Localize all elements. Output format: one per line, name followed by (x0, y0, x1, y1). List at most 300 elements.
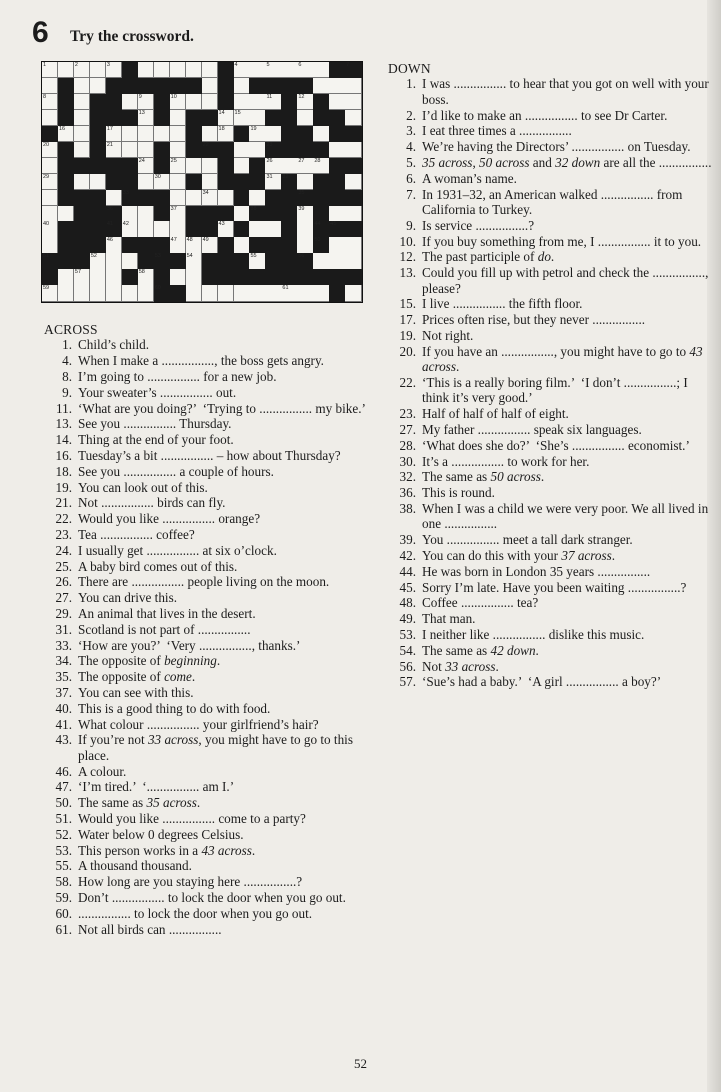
clue-number: 5. (406, 155, 416, 170)
grid-cell[interactable] (218, 126, 234, 142)
clue-number: 2. (406, 107, 416, 123)
grid-cell[interactable] (170, 237, 186, 253)
clue-number: 45. (399, 579, 416, 595)
grid-cell[interactable] (42, 110, 58, 126)
clue-text: Coffee ................ tea? (422, 595, 539, 611)
grid-cell[interactable] (74, 126, 90, 142)
grid-cell[interactable] (329, 94, 345, 110)
grid-cell[interactable] (122, 253, 138, 269)
grid-cell[interactable] (122, 126, 138, 142)
grid-cell[interactable] (186, 190, 202, 206)
grid-cell[interactable] (249, 253, 265, 269)
grid-cell[interactable] (42, 62, 58, 78)
clue-text: When I make a ................, the boss gets angry. (78, 353, 324, 369)
grid-cell[interactable] (90, 285, 106, 301)
grid-cell[interactable] (345, 110, 361, 126)
across-clue (44, 732, 369, 763)
grid-cell-black (90, 190, 106, 206)
clue-number: 49. (399, 611, 416, 627)
grid-cell[interactable] (154, 174, 170, 190)
across-clue (44, 337, 369, 352)
grid-cell[interactable] (186, 158, 202, 174)
cell-number: 39 (298, 205, 305, 212)
grid-cell-black (202, 269, 218, 285)
down-clue (388, 108, 713, 123)
clue-text: It’s a ................ to work for her. (422, 453, 590, 469)
clue-number: 4. (406, 139, 416, 155)
grid-cell[interactable] (329, 142, 345, 158)
clue-number: 53. (399, 626, 416, 642)
across-clue (44, 416, 369, 431)
clue-number: 50. (55, 795, 72, 811)
across-clue (44, 606, 369, 621)
grid-cell-black (106, 174, 122, 190)
grid-cell-black (90, 110, 106, 126)
clue-number: 1. (406, 76, 416, 92)
clue-text: Would you like ................ orange? (78, 511, 261, 527)
grid-cell-black (186, 206, 202, 222)
grid-cell[interactable] (202, 190, 218, 206)
cell-number: 26 (266, 157, 273, 164)
grid-cell[interactable] (345, 94, 361, 110)
grid-cell[interactable] (138, 206, 154, 222)
cell-number: 16 (58, 125, 66, 132)
grid-cell[interactable] (202, 237, 218, 253)
clue-text: Not right. (422, 327, 474, 343)
down-clue (388, 485, 713, 500)
grid-cell[interactable] (106, 142, 122, 158)
grid-cell[interactable] (74, 94, 90, 110)
grid-cell[interactable] (74, 174, 90, 190)
grid-cell-black (58, 237, 74, 253)
grid-cell-black (345, 221, 361, 237)
clue-number: 1. (62, 337, 72, 353)
grid-cell-black (58, 253, 74, 269)
grid-cell[interactable] (90, 253, 106, 269)
grid-cell[interactable] (154, 126, 170, 142)
grid-cell-black (281, 174, 297, 190)
grid-cell-black (154, 110, 170, 126)
cell-number: 5 (266, 62, 270, 68)
clue-number: 40. (55, 700, 72, 716)
grid-cell-black (249, 174, 265, 190)
clue-text: In 1931–32, an American walked ................ from California to Turkey. (422, 186, 683, 217)
cell-number: 35 (298, 189, 305, 196)
cell-number: 50 (314, 237, 321, 244)
grid-cell-black (234, 269, 250, 285)
grid-cell[interactable] (265, 94, 281, 110)
clue-text: I’d like to make an ................ to see Dr Carter. (422, 107, 668, 123)
grid-cell[interactable] (234, 158, 250, 174)
grid-cell-black (329, 221, 345, 237)
grid-cell[interactable] (122, 285, 138, 301)
down-clue (388, 595, 713, 610)
grid-cell[interactable] (106, 253, 122, 269)
clue-number: 37. (55, 684, 72, 700)
grid-cell[interactable] (74, 62, 90, 78)
cell-number: 19 (250, 125, 257, 132)
grid-cell[interactable] (249, 94, 265, 110)
across-clue (44, 480, 369, 495)
grid-cell[interactable] (74, 285, 90, 301)
clue-text: See you ................ a couple of hours. (78, 463, 274, 479)
grid-cell-black (329, 285, 345, 301)
cell-number: 56 (298, 253, 305, 260)
down-heading: DOWN (388, 61, 431, 76)
grid-cell[interactable] (345, 237, 361, 253)
grid-cell[interactable] (329, 78, 345, 94)
grid-cell-black (234, 221, 250, 237)
grid-cell[interactable] (313, 253, 329, 269)
grid-cell[interactable] (170, 269, 186, 285)
clue-number: 55. (55, 858, 72, 874)
clue-number: 8. (62, 369, 72, 384)
grid-cell[interactable] (138, 158, 154, 174)
clue-number: 41. (55, 716, 72, 732)
grid-cell[interactable] (74, 269, 90, 285)
grid-cell[interactable] (218, 190, 234, 206)
clue-number: 48. (399, 595, 416, 611)
grid-cell-black (74, 158, 90, 174)
clue-number: 31. (55, 621, 72, 637)
grid-cell[interactable] (138, 269, 154, 285)
grid-cell[interactable] (345, 78, 361, 94)
grid-cell[interactable] (345, 142, 361, 158)
clue-number: 19. (399, 327, 416, 343)
across-clue (44, 717, 369, 732)
grid-cell-black (345, 158, 361, 174)
grid-cell[interactable] (170, 206, 186, 222)
clue-number: 51. (55, 810, 72, 826)
cell-number: 25 (170, 157, 177, 164)
clue-number: 3. (406, 123, 416, 139)
grid-cell[interactable] (170, 126, 186, 142)
clue-number: 38. (399, 500, 416, 516)
clue-number: 52. (55, 826, 72, 842)
clue-number: 12. (399, 249, 416, 265)
grid-cell-black (154, 206, 170, 222)
grid-cell[interactable] (170, 110, 186, 126)
grid-cell[interactable] (202, 62, 218, 78)
grid-cell-black (297, 253, 313, 269)
cell-number: 13 (138, 109, 145, 116)
grid-cell[interactable] (170, 174, 186, 190)
clue-text: ‘Sue’s had a baby.’ ‘A girl ................ a boy?’ (422, 674, 662, 690)
grid-cell[interactable] (138, 62, 154, 78)
grid-cell[interactable] (345, 253, 361, 269)
grid-cell-black (345, 62, 361, 78)
grid-cell-black (106, 158, 122, 174)
grid-cell[interactable] (345, 206, 361, 222)
cell-number: 57 (74, 269, 82, 276)
grid-cell-black (90, 126, 106, 142)
cell-number: 49 (202, 237, 209, 244)
grid-cell[interactable] (186, 62, 202, 78)
grid-cell[interactable] (297, 94, 313, 110)
clue-number: 28. (399, 437, 416, 453)
clue-number: 18. (55, 463, 72, 479)
across-clue (44, 795, 369, 810)
clue-text: Is service ................? (422, 217, 535, 233)
grid-cell-black (122, 78, 138, 94)
clue-number: 11. (56, 400, 72, 416)
clue-number: 30. (399, 453, 416, 469)
grid-cell[interactable] (265, 221, 281, 237)
grid-cell[interactable] (122, 94, 138, 110)
grid-cell[interactable] (234, 142, 250, 158)
grid-cell[interactable] (313, 78, 329, 94)
clue-number: 17. (399, 312, 416, 328)
grid-cell[interactable] (170, 158, 186, 174)
clue-number: 15. (399, 296, 416, 312)
clue-text: The opposite of beginning. (78, 653, 221, 669)
grid-cell-black (186, 110, 202, 126)
grid-cell[interactable] (313, 285, 329, 301)
grid-cell[interactable] (42, 142, 58, 158)
grid-cell[interactable] (281, 285, 297, 301)
grid-cell[interactable] (265, 285, 281, 301)
across-clue (44, 827, 369, 842)
down-clue (388, 674, 713, 689)
grid-cell[interactable] (106, 237, 122, 253)
across-clue (44, 779, 369, 794)
down-clue (388, 218, 713, 233)
down-clue (388, 611, 713, 626)
down-clue (388, 249, 713, 264)
clue-text: Not all birds can ................ (78, 921, 222, 937)
cell-number: 29 (43, 173, 50, 180)
down-clue (388, 564, 713, 579)
grid-cell[interactable] (42, 94, 58, 110)
down-clue (388, 139, 713, 154)
grid-cell[interactable] (170, 62, 186, 78)
grid-cell[interactable] (329, 253, 345, 269)
grid-cell-black (265, 237, 281, 253)
grid-cell-black (186, 174, 202, 190)
clue-text: I usually get ................ at six o’clock. (78, 542, 277, 558)
cell-number: 36 (106, 205, 113, 212)
grid-cell[interactable] (313, 158, 329, 174)
grid-cell[interactable] (329, 237, 345, 253)
grid-cell[interactable] (297, 221, 313, 237)
clue-text: You can drive this. (78, 590, 178, 606)
grid-cell[interactable] (218, 285, 234, 301)
down-clue (388, 187, 713, 218)
grid-cell[interactable] (122, 142, 138, 158)
cell-number: 17 (106, 125, 113, 132)
clue-number: 13. (55, 416, 72, 432)
grid-cell-black (138, 237, 154, 253)
grid-cell-black (122, 237, 138, 253)
grid-cell[interactable] (58, 206, 74, 222)
grid-cell[interactable] (202, 285, 218, 301)
down-clue (388, 643, 713, 658)
grid-cell-black (122, 110, 138, 126)
down-clue (388, 375, 713, 406)
grid-cell[interactable] (297, 206, 313, 222)
cell-number: 44 (314, 221, 321, 228)
grid-cell[interactable] (234, 78, 250, 94)
grid-cell[interactable] (106, 269, 122, 285)
grid-cell[interactable] (106, 62, 122, 78)
grid-cell-black (122, 158, 138, 174)
clue-number: 20. (399, 343, 416, 359)
grid-cell-black (154, 142, 170, 158)
grid-cell-black (281, 237, 297, 253)
grid-cell[interactable] (42, 190, 58, 206)
clue-number: 24. (55, 542, 72, 558)
clue-text: You ................ meet a tall dark stranger. (422, 532, 633, 548)
grid-cell[interactable] (186, 285, 202, 301)
clue-number: 46. (55, 763, 72, 779)
grid-cell[interactable] (234, 62, 250, 78)
grid-cell[interactable] (234, 237, 250, 253)
grid-cell-black (122, 269, 138, 285)
grid-cell[interactable] (297, 62, 313, 78)
cell-number: 53 (154, 253, 161, 260)
cell-number: 27 (298, 157, 305, 164)
exercise-title: Try the crossword. (70, 28, 194, 45)
clue-text: Scotland is not part of ................ (78, 621, 251, 637)
clue-text: ‘This is a really boring film.’ ‘I don’t ................; I think it’s very good.’ (422, 374, 688, 406)
clue-number: 53. (55, 842, 72, 858)
grid-cell[interactable] (42, 221, 58, 237)
clue-text: We’re having the Directors’ ................ on Tuesday. (422, 139, 691, 155)
grid-cell[interactable] (58, 62, 74, 78)
grid-cell[interactable] (249, 142, 265, 158)
grid-cell[interactable] (42, 285, 58, 301)
grid-cell[interactable] (281, 62, 297, 78)
down-clue (388, 296, 713, 311)
grid-cell[interactable] (74, 110, 90, 126)
grid-cell-black (313, 94, 329, 110)
grid-cell[interactable] (138, 221, 154, 237)
grid-cell-black (218, 174, 234, 190)
clue-number: 16. (55, 447, 72, 463)
grid-cell-black (265, 190, 281, 206)
grid-cell[interactable] (345, 285, 361, 301)
down-clue (388, 265, 713, 296)
clue-text: Could you fill up with petrol and check the ................, please? (422, 265, 709, 296)
down-clue (388, 312, 713, 327)
grid-cell[interactable] (58, 269, 74, 285)
clue-text: The same as 35 across. (78, 795, 201, 811)
grid-cell[interactable] (90, 62, 106, 78)
crossword-grid (41, 61, 363, 303)
grid-cell-black (170, 253, 186, 269)
grid-cell[interactable] (170, 94, 186, 110)
grid-cell-black (186, 142, 202, 158)
grid-cell[interactable] (202, 158, 218, 174)
grid-cell-black (281, 126, 297, 142)
clue-text: ‘What does she do?’ ‘She’s ................ economist.’ (422, 437, 690, 453)
grid-cell[interactable] (202, 78, 218, 94)
grid-cell[interactable] (90, 174, 106, 190)
grid-cell[interactable] (218, 221, 234, 237)
grid-cell-black (58, 78, 74, 94)
grid-cell[interactable] (42, 174, 58, 190)
grid-cell[interactable] (249, 62, 265, 78)
grid-cell[interactable] (249, 126, 265, 142)
across-clue (44, 843, 369, 858)
grid-cell-black (329, 62, 345, 78)
grid-cell-black (329, 110, 345, 126)
grid-cell[interactable] (297, 285, 313, 301)
grid-cell-black (202, 110, 218, 126)
grid-cell[interactable] (249, 285, 265, 301)
grid-cell[interactable] (58, 126, 74, 142)
grid-cell[interactable] (138, 285, 154, 301)
down-clue (388, 659, 713, 674)
exercise-number: 6 (32, 16, 49, 49)
grid-cell[interactable] (138, 174, 154, 190)
grid-cell[interactable] (265, 174, 281, 190)
grid-cell[interactable] (186, 269, 202, 285)
grid-cell[interactable] (106, 285, 122, 301)
grid-cell-black (281, 190, 297, 206)
grid-cell[interactable] (186, 253, 202, 269)
cell-number: 6 (298, 62, 302, 68)
grid-cell[interactable] (297, 158, 313, 174)
grid-cell[interactable] (90, 78, 106, 94)
grid-cell[interactable] (74, 78, 90, 94)
grid-cell[interactable] (234, 206, 250, 222)
clue-text: I neither like ................ dislike this music. (422, 626, 645, 642)
grid-cell-black (58, 142, 74, 158)
grid-cell[interactable] (58, 285, 74, 301)
clue-text: ‘What are you doing?’ ‘Trying to ................ my bike.’ (78, 400, 366, 416)
clue-number: 34. (55, 653, 72, 669)
grid-cell[interactable] (234, 285, 250, 301)
cell-number: 15 (234, 109, 241, 116)
cell-number: 9 (138, 93, 142, 100)
cell-number: 21 (106, 141, 113, 148)
grid-cell[interactable] (154, 62, 170, 78)
cell-number: 38 (250, 205, 257, 212)
cell-number: 7 (346, 62, 350, 68)
grid-cell[interactable] (265, 62, 281, 78)
grid-cell[interactable] (249, 221, 265, 237)
grid-cell[interactable] (297, 110, 313, 126)
clue-text: An animal that lives in the desert. (78, 605, 256, 621)
across-clue (44, 432, 369, 447)
grid-cell[interactable] (313, 62, 329, 78)
grid-cell-black (313, 237, 329, 253)
grid-cell[interactable] (138, 110, 154, 126)
clue-text: ‘I’m tired.’ ‘................ am I.’ (78, 779, 235, 795)
clue-number: 33. (55, 637, 72, 653)
grid-cell[interactable] (313, 126, 329, 142)
grid-cell[interactable] (345, 174, 361, 190)
down-clue (388, 422, 713, 437)
across-clue (44, 559, 369, 574)
clue-text: You can do this with your 37 across. (422, 547, 616, 563)
grid-cell-black (90, 206, 106, 222)
grid-cell[interactable] (186, 94, 202, 110)
clue-text: Not ................ birds can fly. (78, 495, 226, 511)
grid-cell-black (234, 126, 250, 142)
grid-cell[interactable] (122, 221, 138, 237)
grid-cell[interactable] (90, 269, 106, 285)
grid-cell[interactable] (154, 221, 170, 237)
grid-cell-black (281, 142, 297, 158)
grid-cell-black (265, 110, 281, 126)
across-clue (44, 685, 369, 700)
grid-cell[interactable] (202, 94, 218, 110)
grid-cell[interactable] (138, 126, 154, 142)
grid-cell[interactable] (234, 110, 250, 126)
grid-cell[interactable] (74, 142, 90, 158)
